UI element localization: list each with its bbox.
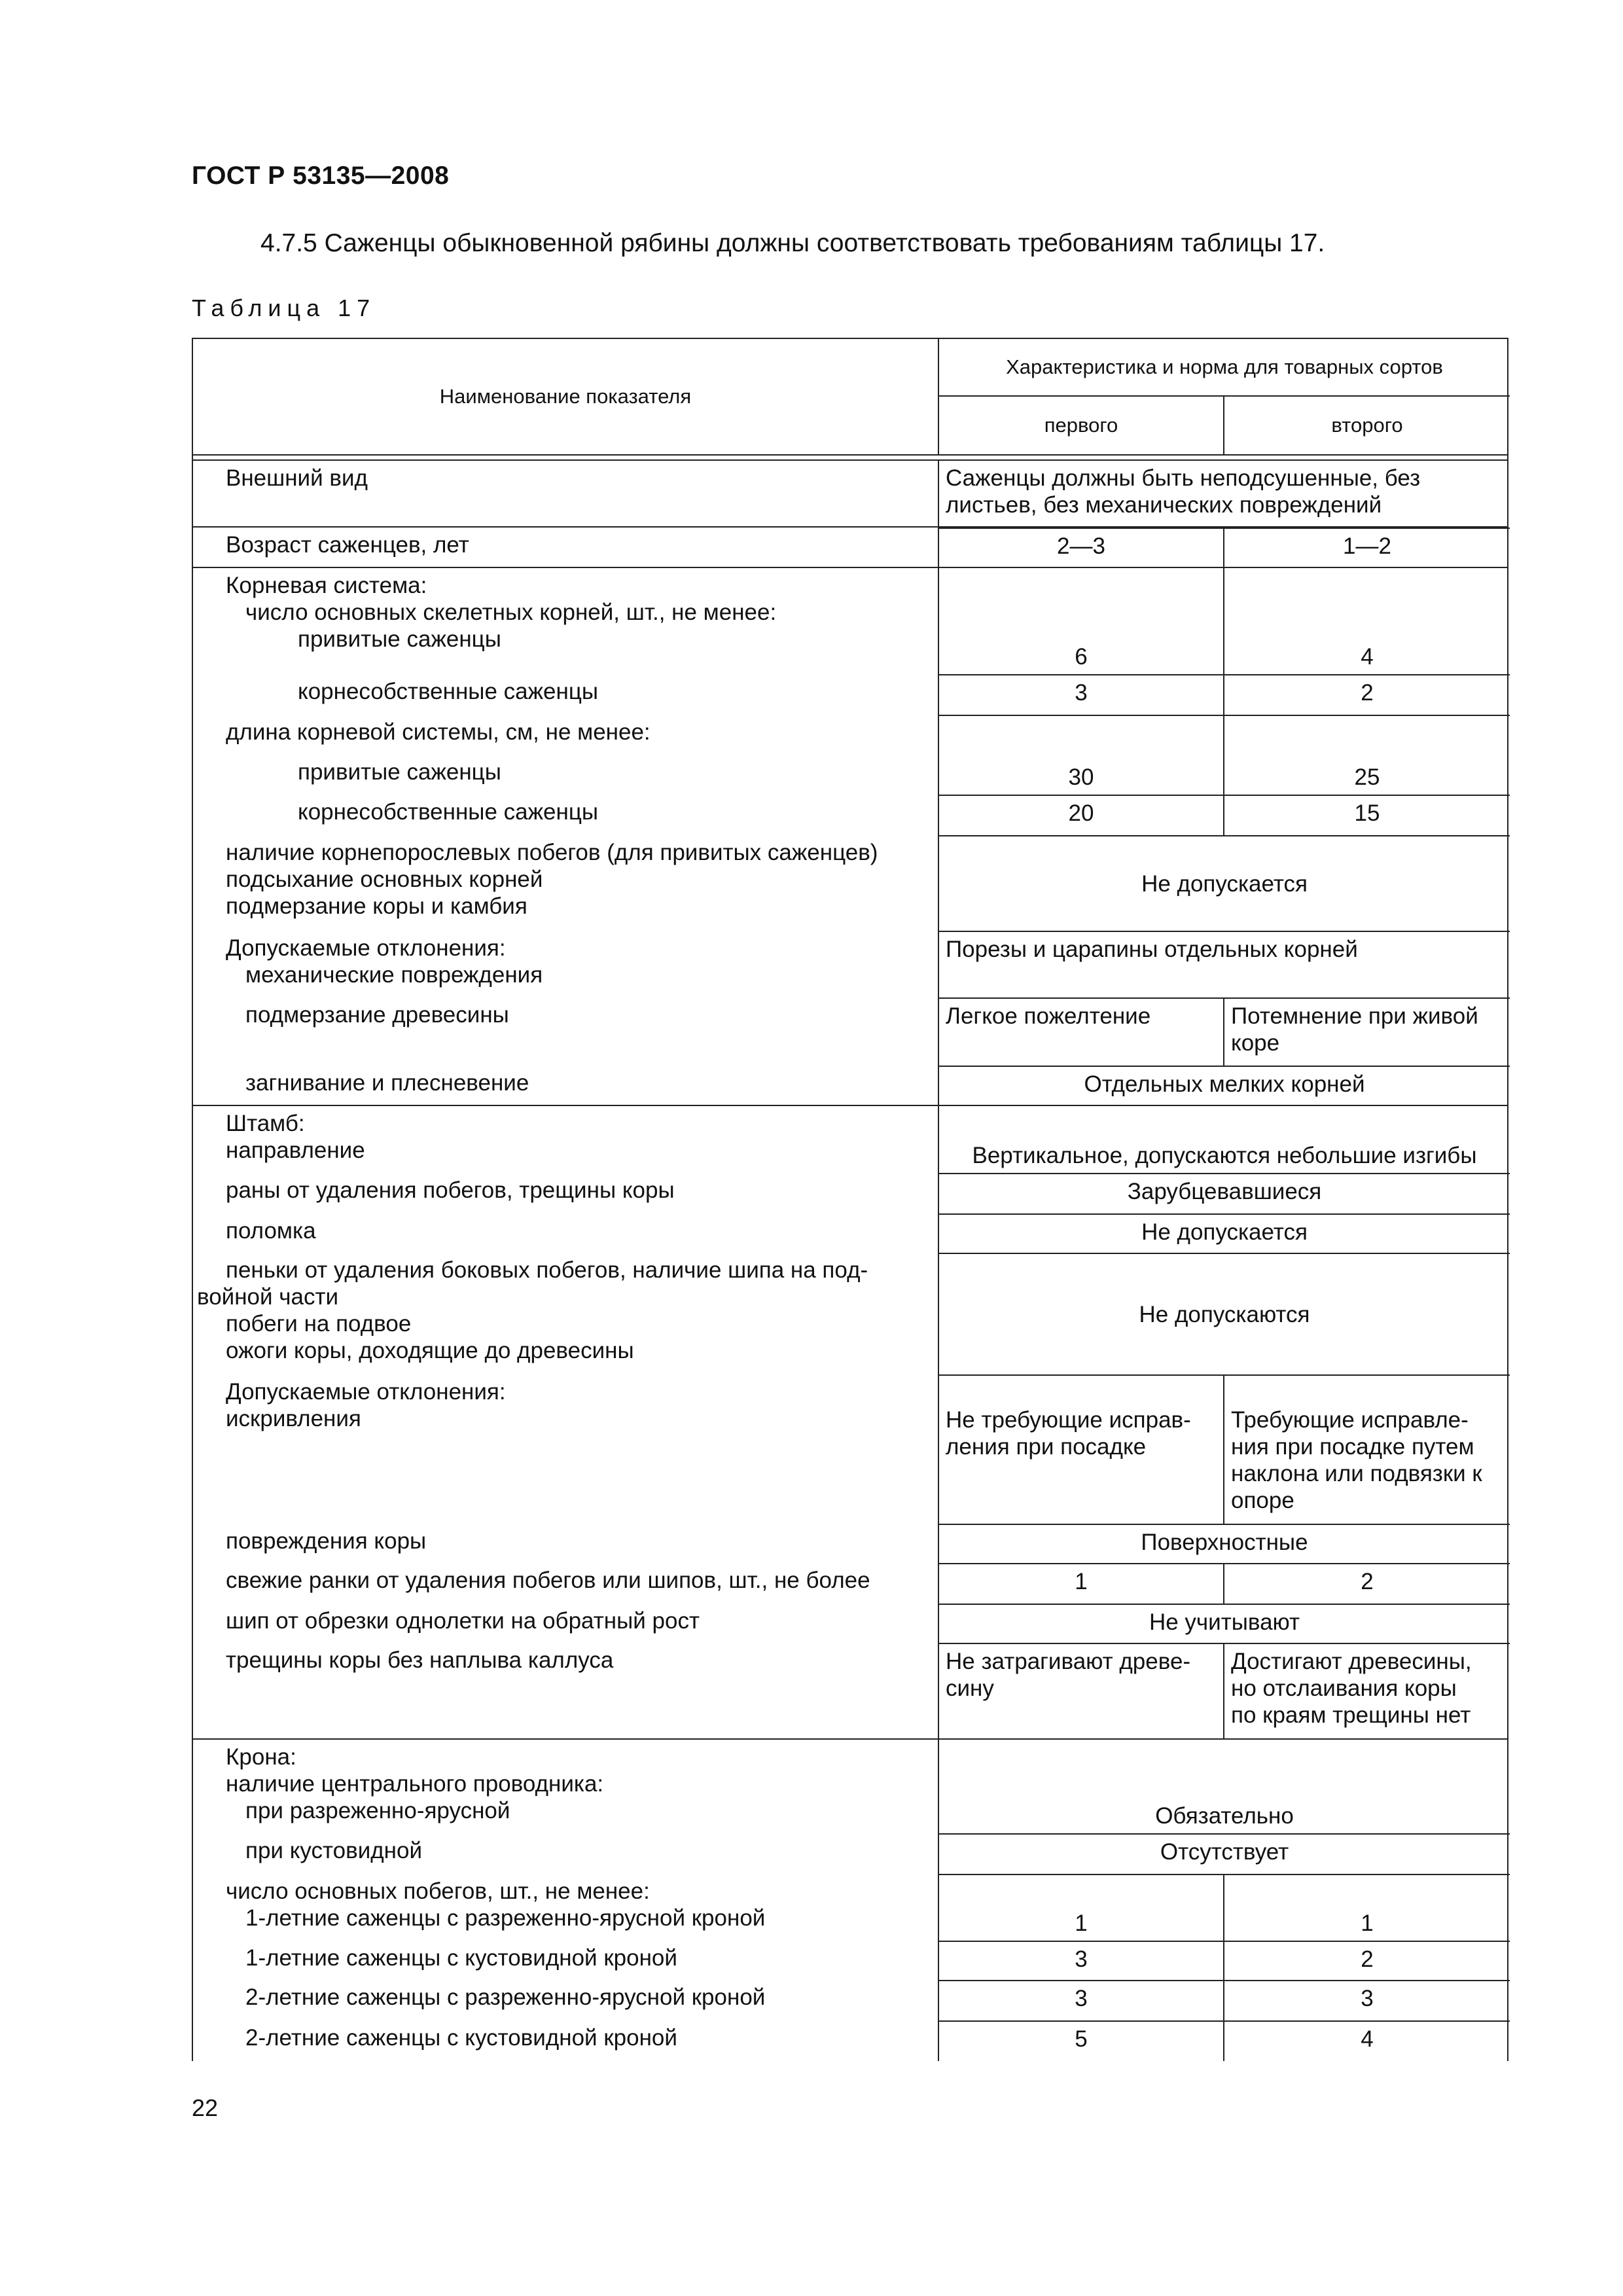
row-value: Зарубцевавшиеся: [939, 1173, 1510, 1213]
row-label: Допускаемые отклонения: искривления: [193, 1374, 939, 1524]
table-row: [193, 1941, 1507, 1980]
row-value: Порезы и царапины отдельных корней: [939, 931, 1510, 997]
cell-first: Не затрагивают древе- сину: [939, 1643, 1224, 1738]
section-stem: [192, 1106, 1508, 1740]
row-value: Не учитывают: [939, 1604, 1510, 1643]
row-value: Поверхностные: [939, 1524, 1510, 1563]
row-value: Вертикальное, допускаются небольшие изгибы: [972, 1143, 1477, 1168]
cell-first: 3: [939, 1980, 1224, 2020]
table-row: [193, 461, 1507, 526]
table-row: [193, 1173, 1507, 1213]
requirements-table: [192, 338, 1508, 2061]
cell-second: 4: [1361, 644, 1374, 670]
cell-first: 3: [939, 1941, 1224, 1980]
cell-first: 3: [939, 674, 1224, 715]
row-value: Не допускается: [939, 835, 1510, 931]
cell-second: 15: [1224, 795, 1510, 835]
row-label: число основных побегов, шт., не менее: 1-летние саженцы с разреженно-ярусной кроной: [193, 1874, 939, 1941]
section-crown: [192, 1740, 1508, 2061]
row-value: Не допускаются: [939, 1253, 1510, 1374]
row-label: шип от обрезки однолетки на обратный рост: [193, 1604, 939, 1643]
cell-first: 20: [939, 795, 1224, 835]
table-row: [193, 568, 1507, 674]
table-row: [193, 1643, 1507, 1738]
page-number: 22: [192, 2094, 219, 2121]
table-row: [193, 1740, 1507, 1833]
row-label: 1-летние саженцы с кустовидной кроной: [193, 1941, 939, 1980]
cell-second: 25: [1224, 715, 1510, 795]
table-row: [193, 674, 1507, 715]
table-row: [193, 1066, 1507, 1105]
row-value: Отдельных мелких корней: [939, 1066, 1510, 1105]
cell-first: 1: [939, 1874, 1224, 1941]
row-label: Допускаемые отклонения: механические повреждения: [193, 931, 939, 997]
table-row: [193, 1524, 1507, 1563]
row-label: наличие корнепорослевых побегов (для привитых саженцев) подсыхание основных корней подмерзание коры и камбия: [193, 835, 939, 931]
row-label: пеньки от удаления боковых побегов, наличие шипа на под- войной части побеги на подвое ожоги коры, доходящие до древесины: [193, 1253, 939, 1374]
row-label: Внешний вид: [193, 461, 939, 526]
row-label: длина корневой системы, см, не менее: привитые саженцы: [193, 715, 939, 795]
row-label: корнесобственные саженцы: [193, 674, 939, 715]
col-first-header: первого: [939, 397, 1224, 454]
cell-second: 1: [1224, 1874, 1510, 1941]
table-row: [193, 931, 1507, 997]
row-label: 2-летние саженцы с кустовидной кроной: [193, 2020, 939, 2061]
cell-second: 4: [1224, 2020, 1510, 2061]
row-label: корнесобственные саженцы: [193, 795, 939, 835]
cell-first: 5: [939, 2020, 1224, 2061]
table-row: [193, 1106, 1507, 1173]
row-label: свежие ранки от удаления побегов или шипов, шт., не более: [193, 1563, 939, 1604]
cell-first: Не требующие исправ- ления при посадке: [939, 1374, 1224, 1524]
col-second-header: второго: [1331, 414, 1403, 437]
table-row: [193, 997, 1507, 1066]
cell-second: 2: [1224, 1941, 1510, 1980]
header-separator: [192, 454, 1508, 461]
table-row: [193, 715, 1507, 795]
cell-second: 2: [1224, 674, 1510, 715]
cell-first: 6: [939, 568, 1224, 674]
row-value: Саженцы должны быть неподсушенные, без листьев, без механических повреждений: [946, 465, 1421, 518]
row-label: Возраст саженцев, лет: [193, 528, 939, 567]
cell-second: 3: [1224, 1980, 1510, 2020]
table-label: Таблица 17: [192, 295, 376, 321]
section-appearance: [192, 461, 1508, 568]
table-row: [193, 1604, 1507, 1643]
cell-first: 30: [939, 715, 1224, 795]
cell-second: Достигают древесины, но отслаивания коры по краям трещины нет: [1224, 1643, 1510, 1738]
col-char-header: Характеристика и норма для товарных сортов: [939, 339, 1510, 397]
row-label: при кустовидной: [193, 1833, 939, 1874]
row-value: Не допускается: [939, 1213, 1510, 1253]
table-row: [193, 2020, 1507, 2061]
document-header: ГОСТ Р 53135—2008: [192, 162, 450, 190]
cell-second: Потемнение при живой коре: [1224, 997, 1510, 1066]
table-row: [193, 795, 1507, 835]
table-header: [192, 338, 1508, 454]
col-name-header: Наименование показателя: [193, 339, 939, 454]
row-label: поломка: [193, 1213, 939, 1253]
table-row: [193, 1213, 1507, 1253]
row-label: Крона: наличие центрального проводника: при разреженно-ярусной: [193, 1740, 939, 1833]
row-label: подмерзание древесины: [193, 997, 939, 1066]
cell-first: Легкое пожелтение: [939, 997, 1224, 1066]
row-label: 2-летние саженцы с разреженно-ярусной кроной: [193, 1980, 939, 2020]
cell-second: 1—2: [1224, 528, 1510, 567]
table-row: [193, 1980, 1507, 2020]
row-label: трещины коры без наплыва каллуса: [193, 1643, 939, 1738]
row-value: Отсутствует: [939, 1833, 1510, 1874]
table-row: [193, 526, 1507, 567]
row-label: Штамб: направление: [193, 1106, 939, 1173]
cell-first: 2—3: [939, 528, 1224, 567]
table-row: [193, 835, 1507, 931]
table-row: [193, 1874, 1507, 1941]
table-row: [193, 1563, 1507, 1604]
row-label: Корневая система: число основных скелетных корней, шт., не менее: привитые саженцы: [193, 568, 939, 674]
cell-second: 2: [1224, 1563, 1510, 1604]
row-label: повреждения коры: [193, 1524, 939, 1563]
section-root-system: [192, 568, 1508, 1106]
row-label: загнивание и плесневение: [193, 1066, 939, 1105]
cell-second: Требующие исправле- ния при посадке путем наклона или подвязки к опоре: [1224, 1374, 1510, 1524]
table-row: [193, 1374, 1507, 1524]
row-label: раны от удаления побегов, трещины коры: [193, 1173, 939, 1213]
clause-text: 4.7.5 Саженцы обыкновенной рябины должны соответствовать требованиям таблицы 17.: [260, 229, 1325, 257]
table-row: [193, 1833, 1507, 1874]
row-value: Обязательно: [1155, 1803, 1294, 1829]
cell-first: 1: [939, 1563, 1224, 1604]
table-row: [193, 1253, 1507, 1374]
